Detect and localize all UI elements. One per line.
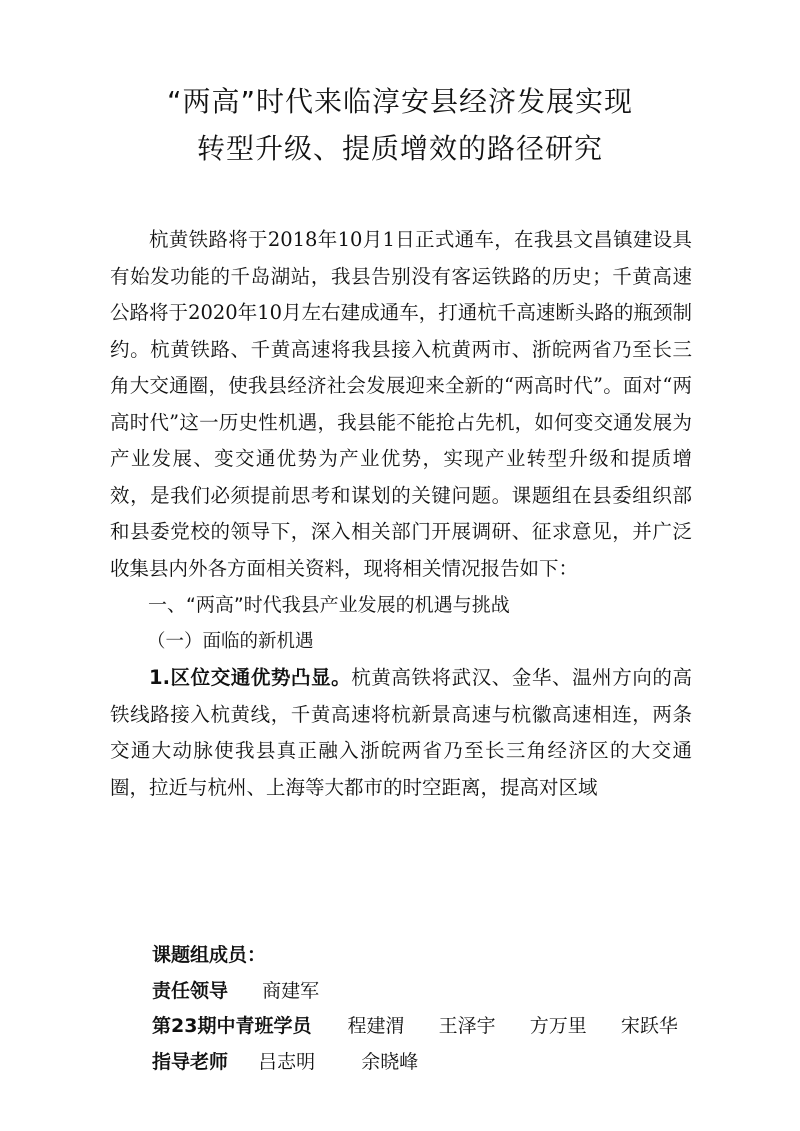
student-name: 宋跃华 <box>620 1015 678 1037</box>
student-name: 方万里 <box>529 1015 587 1037</box>
students-row <box>152 1009 752 1045</box>
student-name: 王泽宇 <box>438 1015 496 1037</box>
section-heading: 一、“两高”时代我县产业发展的机遇与挑战 <box>148 594 510 616</box>
student-name: 程建渭 <box>347 1015 405 1037</box>
students-label: 第23期中青班学员 <box>152 1015 312 1037</box>
subsection-heading: （一）面临的新机遇 <box>147 630 314 652</box>
leader-label: 责任领导 <box>152 979 229 1002</box>
document-body <box>110 222 692 806</box>
advisor-label: 指导老师 <box>152 1050 229 1073</box>
point-1-text: 杭黄高铁将武汉、金华、温州方向的高铁线路接入杭黄线，千黄高速将杭新景高速与杭徽高速相连，两条交通大动脉使我县真正融入浙皖两省乃至长三角经济区的大交通圈，拉近与杭州、上海等大都市的时空距离，提高对区域 <box>110 666 692 799</box>
intro-paragraph: 杭黄铁路将于2018年10月1日正式通车，在我县文昌镇建设具有始发功能的千岛湖站，我县告别没有客运铁路的历史；千黄高速公路将于2020年10月左右建成通车，打通杭千高速断头路的瓶颈制约。杭黄铁路、千黄高速将我县接入杭黄两市、浙皖两省乃至长三角大交通圈，使我县经济社会发展迎来全新的“两高时代”。面对“两高时代”这一历史性机遇，我县能不能抢占先机，如何变交通发展为产业发展、变交通优势为产业优势，实现产业转型升级和提质增效，是我们必须提前思考和谋划的关键问题。课题组在县委组织部和县委党校的领导下，深入相关部门开展调研、征求意见，并广泛收集县内外各方面相关资料，现将相关情况报告如下： <box>110 228 692 580</box>
research-members <box>152 938 752 1080</box>
advisor-name: 吕志明 <box>258 1050 316 1073</box>
point-1-paragraph <box>110 660 692 806</box>
document-title-line-2: 转型升级、提质增效的路径研究 <box>196 132 603 165</box>
leader-row <box>152 974 752 1010</box>
members-heading: 课题组成员： <box>152 944 267 966</box>
point-1-lead: 1.区位交通优势凸显。 <box>149 666 352 689</box>
advisor-name: 余晓峰 <box>361 1050 419 1073</box>
advisor-row <box>152 1045 752 1081</box>
document-title-line-1: “两高”时代来临淳安县经济发展实现 <box>166 85 633 118</box>
leader-name: 商建军 <box>262 979 320 1002</box>
